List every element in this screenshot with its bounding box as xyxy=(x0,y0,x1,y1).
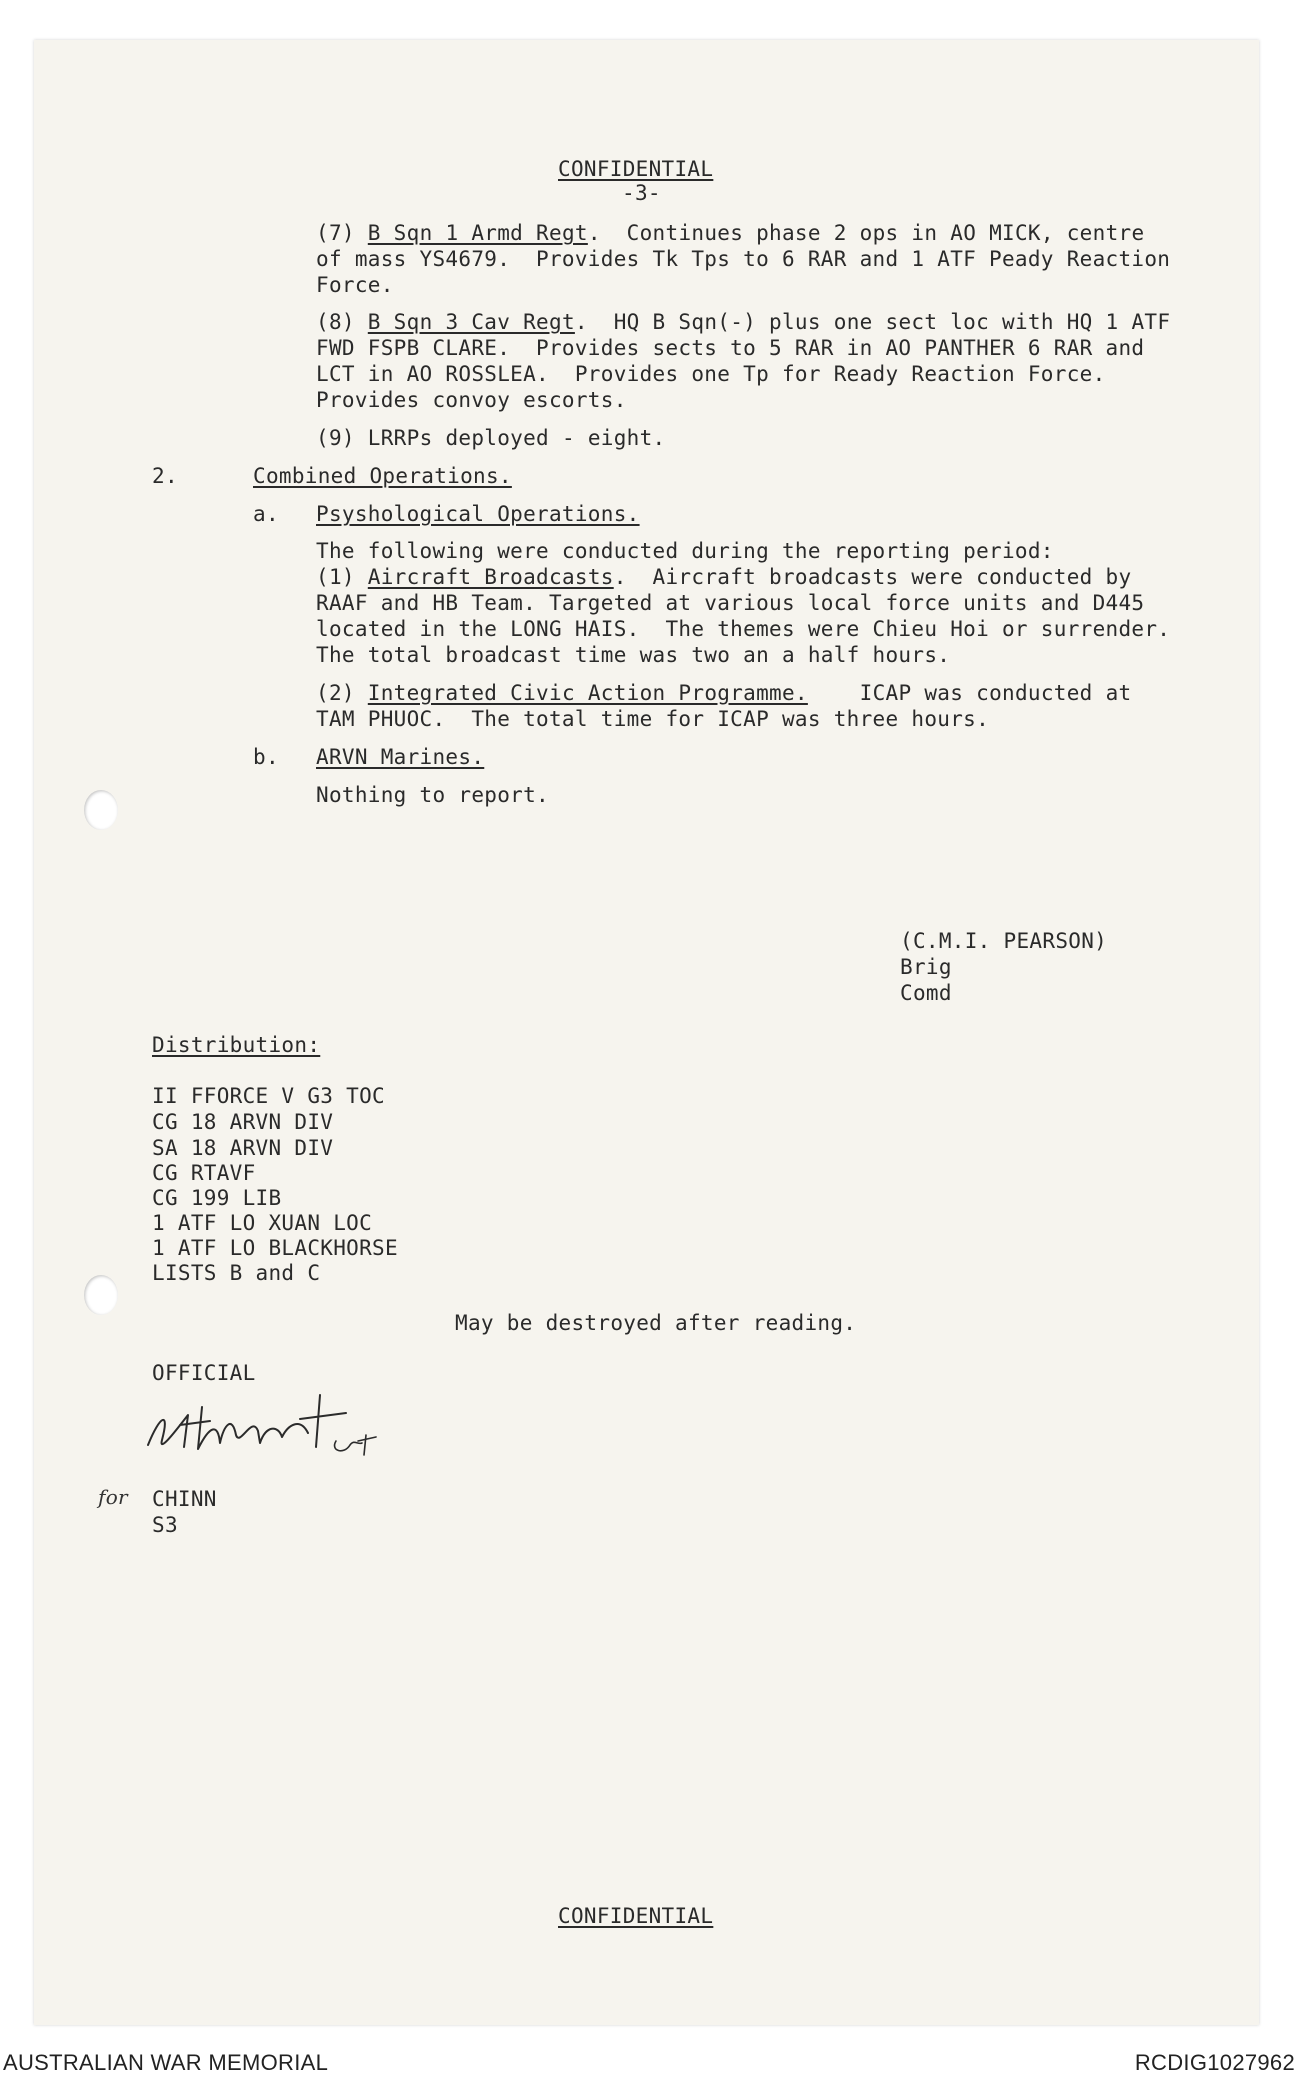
item-7-line-2: of mass YS4679. Provides Tk Tps to 6 RAR and 1 ATF Peady Reaction xyxy=(316,247,1171,271)
archive-id: RCDIG1027962 xyxy=(1134,2050,1295,2075)
item-text: ICAP was conducted at xyxy=(807,681,1132,705)
section-number: 2. xyxy=(152,464,178,488)
psyops-item-2-line-1 xyxy=(316,680,1131,706)
subsection-b-text: Nothing to report. xyxy=(316,783,549,807)
item-8-line-4: Provides convoy escorts. xyxy=(316,388,627,412)
official-label: OFFICIAL xyxy=(152,1361,256,1385)
signatory-role: Comd xyxy=(900,981,952,1005)
psyops-item-1-line-3: located in the LONG HAIS. The themes were Chieu Hoi or surrender. xyxy=(316,617,1171,641)
distribution-item: CG RTAVF xyxy=(152,1161,256,1185)
item-number: (2) xyxy=(316,681,355,705)
subsection-a-letter: a. xyxy=(253,502,279,526)
punch-hole xyxy=(84,790,118,830)
psyops-intro: The following were conducted during the reporting period: xyxy=(316,539,1054,563)
item-8-line-2: FWD FSPB CLARE. Provides sects to 5 RAR in AO PANTHER 6 RAR and xyxy=(316,336,1145,360)
subsection-b-letter: b. xyxy=(253,745,279,769)
destroy-note: May be destroyed after reading. xyxy=(455,1311,857,1335)
psyops-item-1-line-4: The total broadcast time was two an a half hours. xyxy=(316,643,951,667)
item-number: (1) xyxy=(316,565,355,589)
subsection-a-title: Psyshological Operations. xyxy=(316,502,640,526)
psyops-item-2-line-2: TAM PHUOC. The total time for ICAP was three hours. xyxy=(316,707,990,731)
signatory-name: (C.M.I. PEARSON) xyxy=(900,929,1108,953)
section-title: Combined Operations. xyxy=(253,464,512,488)
item-title: Integrated Civic Action Programme. xyxy=(367,681,808,705)
item-8-line-3: LCT in AO ROSSLEA. Provides one Tp for Ready Reaction Force. xyxy=(316,362,1106,386)
item-9 xyxy=(316,425,666,451)
distribution-item: CG 18 ARVN DIV xyxy=(152,1110,334,1134)
official-role: S3 xyxy=(152,1513,178,1537)
item-number: (9) xyxy=(316,426,355,450)
for-annotation: for xyxy=(98,1485,128,1509)
classification-header: CONFIDENTIAL xyxy=(558,157,714,181)
item-number: (8) xyxy=(316,310,355,334)
distribution-item: 1 ATF LO XUAN LOC xyxy=(152,1211,373,1235)
distribution-item: II FFORCE V G3 TOC xyxy=(152,1084,385,1108)
distribution-heading: Distribution: xyxy=(152,1033,321,1057)
subsection-b-title: ARVN Marines. xyxy=(316,745,485,769)
item-text: . Continues phase 2 ops in AO MICK, centre xyxy=(587,221,1145,245)
distribution-item: CG 199 LIB xyxy=(152,1186,282,1210)
item-title: B Sqn 3 Cav Regt xyxy=(367,310,575,334)
punch-hole xyxy=(84,1275,118,1315)
item-text: LRRPs deployed - eight. xyxy=(367,426,666,450)
distribution-item: SA 18 ARVN DIV xyxy=(152,1136,334,1160)
item-title: B Sqn 1 Armd Regt xyxy=(367,221,588,245)
item-title: Aircraft Broadcasts xyxy=(367,565,614,589)
page-number: -3- xyxy=(622,181,661,205)
distribution-item: LISTS B and C xyxy=(152,1261,321,1285)
signatory-rank: Brig xyxy=(900,955,952,979)
item-number: (7) xyxy=(316,221,355,245)
item-7-line-1 xyxy=(316,220,1144,246)
classification-footer: CONFIDENTIAL xyxy=(558,1904,714,1928)
item-8-line-1 xyxy=(316,309,1170,335)
item-text: . Aircraft broadcasts were conducted by xyxy=(613,565,1132,589)
distribution-item: 1 ATF LO BLACKHORSE xyxy=(152,1236,398,1260)
item-text: . HQ B Sqn(-) plus one sect loc with HQ 1 ATF xyxy=(574,310,1171,334)
item-7-line-3: Force. xyxy=(316,273,394,297)
handwritten-signature xyxy=(140,1385,390,1465)
psyops-item-1-line-2: RAAF and HB Team. Targeted at various local force units and D445 xyxy=(316,591,1145,615)
archive-source: AUSTRALIAN WAR MEMORIAL xyxy=(3,2050,329,2075)
psyops-item-1-line-1 xyxy=(316,564,1131,590)
official-name: CHINN xyxy=(152,1487,217,1511)
